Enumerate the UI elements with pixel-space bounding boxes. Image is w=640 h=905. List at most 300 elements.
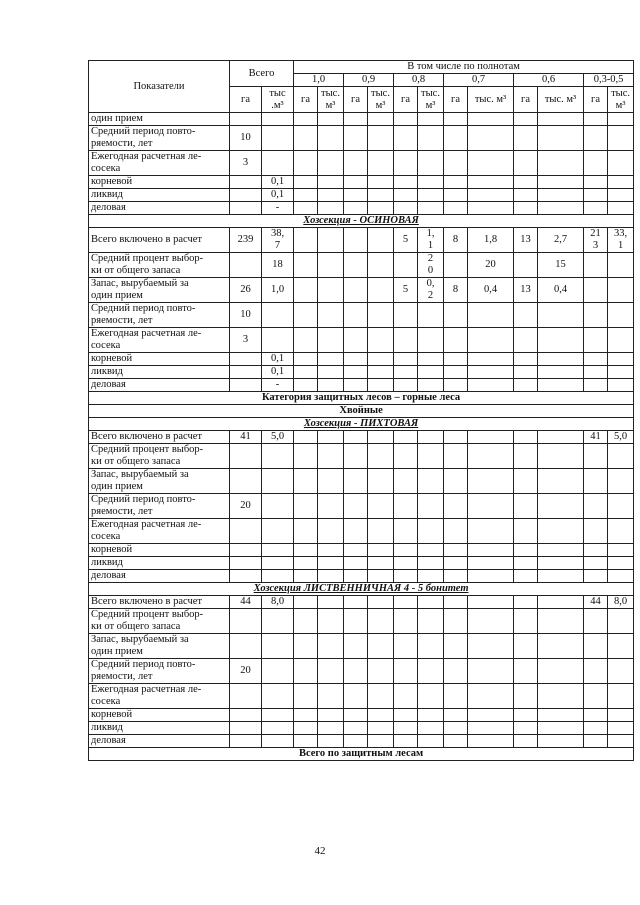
table-row [89,519,634,544]
table-cell [368,659,394,684]
row-label: Запас, вырубаемый за один прием [89,469,230,494]
table-cell [584,469,608,494]
table-cell [608,519,634,544]
table-cell [468,126,514,151]
table-cell [514,735,538,748]
row-label: ликвид [89,557,230,570]
row-label: Всего включено в расчет [89,431,230,444]
table-cell [538,469,584,494]
table-cell: 1,8 [468,228,514,253]
table-cell [294,722,318,735]
table-cell [538,519,584,544]
table-cell [608,444,634,469]
row-label: ликвид [89,189,230,202]
table-cell [468,366,514,379]
table-cell [344,519,368,544]
table-cell [318,544,344,557]
row-label: ликвид [89,366,230,379]
table-cell [584,278,608,303]
table-cell [294,328,318,353]
table-cell [344,709,368,722]
table-cell [318,722,344,735]
table-cell [294,189,318,202]
table-cell [608,544,634,557]
header-unit-ha: га [394,87,418,113]
table-cell [514,596,538,609]
table-cell [394,431,418,444]
table-cell [262,735,294,748]
table-cell [344,735,368,748]
table-cell [514,444,538,469]
table-cell [538,494,584,519]
table-cell [468,328,514,353]
table-cell [262,659,294,684]
table-cell: 41 [230,431,262,444]
section-row [89,215,634,228]
table-cell [538,151,584,176]
table-cell [230,469,262,494]
table-cell [344,366,368,379]
table-cell [394,722,418,735]
table-cell [294,253,318,278]
table-cell: 0,4 [468,278,514,303]
table-cell [394,735,418,748]
header-unit-ha: га [294,87,318,113]
table-cell [418,431,444,444]
row-label: деловая [89,202,230,215]
table-cell [608,189,634,202]
table-cell [368,570,394,583]
table-cell [444,544,468,557]
table-cell [368,684,394,709]
table-cell [230,366,262,379]
table-cell: 44 [584,596,608,609]
table-cell [584,570,608,583]
table-cell [230,519,262,544]
table-cell [538,189,584,202]
table-cell [608,634,634,659]
table-cell [318,278,344,303]
table-cell [294,126,318,151]
header-unit-volume: тыс .м³ [262,87,294,113]
table-cell [344,544,368,557]
table-cell [514,366,538,379]
table-cell [344,557,368,570]
table-cell [394,557,418,570]
table-cell [608,709,634,722]
table-cell [344,684,368,709]
table-row [89,444,634,469]
table-header [89,61,634,113]
table-cell [444,303,468,328]
table-cell [418,570,444,583]
section-row [89,405,634,418]
header-density: 0,8 [394,74,444,87]
table-cell [468,544,514,557]
table-cell [394,494,418,519]
table-cell [294,659,318,684]
section-title: Всего по защитным лесам [89,748,634,761]
header-unit-volume: тыс. м³ [368,87,394,113]
table-cell [344,609,368,634]
header-unit-ha: га [230,87,262,113]
table-row [89,659,634,684]
table-row [89,735,634,748]
table-cell [344,494,368,519]
table-cell: 0,4 [538,278,584,303]
table-cell [368,202,394,215]
table-cell [514,469,538,494]
table-cell [294,113,318,126]
table-cell [230,353,262,366]
table-cell [294,379,318,392]
row-label: Средний период повто- ряемости, лет [89,126,230,151]
table-row [89,609,634,634]
table-cell [584,113,608,126]
table-cell [394,596,418,609]
row-label: один прием [89,113,230,126]
table-cell [318,596,344,609]
table-cell [344,126,368,151]
row-label: корневой [89,709,230,722]
table-cell [318,353,344,366]
table-cell [514,684,538,709]
table-cell [584,176,608,189]
table-cell [444,609,468,634]
table-cell [514,659,538,684]
table-row [89,709,634,722]
table-cell [368,189,394,202]
row-label: корневой [89,544,230,557]
table-cell [608,328,634,353]
row-label: деловая [89,379,230,392]
row-label: ликвид [89,722,230,735]
table-cell [584,366,608,379]
table-cell [468,469,514,494]
table-cell [318,684,344,709]
table-cell: 8,0 [262,596,294,609]
section-title: Хозсекция ЛИСТВЕННИЧНАЯ 4 - 5 бонитет [89,583,634,596]
table-cell [262,113,294,126]
table-row [89,722,634,735]
table-cell: 8 [444,278,468,303]
table-cell [318,303,344,328]
table-cell [368,557,394,570]
table-cell [368,228,394,253]
table-cell [318,709,344,722]
table-cell [608,469,634,494]
table-cell [318,151,344,176]
table-cell [468,494,514,519]
table-cell [608,113,634,126]
table-cell [394,253,418,278]
table-cell [294,570,318,583]
table-cell [294,353,318,366]
table-row [89,570,634,583]
header-by-density: В том числе по полнотам [294,61,634,74]
table-cell: 8 [444,228,468,253]
row-label: Средний период повто- ряемости, лет [89,303,230,328]
table-cell: 5 [394,278,418,303]
table-cell [468,722,514,735]
table-cell [344,596,368,609]
table-cell [468,303,514,328]
table-cell [584,253,608,278]
table-cell [444,709,468,722]
section-title: Хозсекция - ОСИНОВАЯ [89,215,634,228]
table-cell [344,353,368,366]
table-cell [318,659,344,684]
table-cell [418,659,444,684]
table-cell [514,709,538,722]
table-cell [318,519,344,544]
table-cell [538,444,584,469]
table-cell [538,722,584,735]
section-row [89,583,634,596]
table-cell [514,202,538,215]
table-cell [262,126,294,151]
table-cell [368,151,394,176]
table-cell [538,113,584,126]
table-cell [418,202,444,215]
table-cell [444,735,468,748]
table-cell [514,609,538,634]
table-cell [262,634,294,659]
table-cell [584,519,608,544]
header-unit-volume: тыс. м³ [468,87,514,113]
table-cell [444,519,468,544]
table-cell [444,722,468,735]
table-cell: 20 [230,494,262,519]
table-cell [318,735,344,748]
header-unit-volume: тыс. м³ [318,87,344,113]
table-cell [262,544,294,557]
table-cell [318,634,344,659]
header-unit-ha: га [584,87,608,113]
table-row [89,113,634,126]
table-cell [394,328,418,353]
table-cell [294,609,318,634]
table-cell [318,176,344,189]
table-row [89,353,634,366]
table-cell [368,176,394,189]
table-cell: 2,7 [538,228,584,253]
table-cell [468,735,514,748]
table-cell [444,353,468,366]
table-cell [368,366,394,379]
table-cell [318,444,344,469]
table-cell [294,303,318,328]
table-cell [262,684,294,709]
table-cell [368,328,394,353]
table-cell [294,278,318,303]
table-cell [368,519,394,544]
row-label: Ежегодная расчетная ле- сосека [89,519,230,544]
table-cell [344,570,368,583]
table-cell [344,379,368,392]
table-cell [294,444,318,469]
table-cell [344,228,368,253]
table-cell [318,469,344,494]
table-cell [368,634,394,659]
table-cell [418,544,444,557]
table-cell [608,353,634,366]
table-cell: 1,0 [262,278,294,303]
table-cell [444,659,468,684]
table-row [89,494,634,519]
table-cell [584,189,608,202]
table-cell [318,431,344,444]
table-cell [294,431,318,444]
table-row [89,303,634,328]
table-cell [444,431,468,444]
table-cell [318,609,344,634]
table-cell [394,126,418,151]
table-cell [538,735,584,748]
table-cell [538,303,584,328]
header-indicators: Показатели [89,61,230,113]
header-unit-volume: тыс. м³ [418,87,444,113]
header-density: 0,6 [514,74,584,87]
table-cell [514,544,538,557]
table-cell [368,609,394,634]
table-cell [514,379,538,392]
row-label: Средний процент выбор- ки от общего запаса [89,609,230,634]
table-cell: 44 [230,596,262,609]
table-cell [584,735,608,748]
table-cell [444,113,468,126]
table-cell [318,202,344,215]
table-cell [584,494,608,519]
table-cell [538,634,584,659]
table-cell [608,494,634,519]
table-cell: 41 [584,431,608,444]
table-cell [318,366,344,379]
table-cell [394,684,418,709]
section-title: Хозсекция - ПИХТОВАЯ [89,418,634,431]
row-label: деловая [89,570,230,583]
table-cell [368,379,394,392]
table-cell [514,151,538,176]
table-cell [418,596,444,609]
table-cell [608,366,634,379]
table-cell [538,609,584,634]
table-cell [538,366,584,379]
header-density: 1,0 [294,74,344,87]
table-cell [514,570,538,583]
table-cell [394,202,418,215]
header-total: Всего [230,61,294,87]
table-cell [418,557,444,570]
table-cell [538,544,584,557]
table-row [89,253,634,278]
table-cell [538,431,584,444]
table-cell [418,684,444,709]
table-cell [514,722,538,735]
table-cell [418,379,444,392]
table-cell [318,570,344,583]
table-cell [262,328,294,353]
table-cell [294,469,318,494]
table-cell [538,379,584,392]
table-cell [344,634,368,659]
table-cell [262,519,294,544]
table-cell: 0, 2 [418,278,444,303]
table-cell [608,176,634,189]
table-cell [294,151,318,176]
table-row [89,228,634,253]
table-cell [538,328,584,353]
table-row [89,596,634,609]
table-cell [514,353,538,366]
table-cell [444,379,468,392]
table-cell [538,684,584,709]
table-cell: 1, 1 [418,228,444,253]
table-row [89,544,634,557]
table-cell [318,494,344,519]
table-cell [318,113,344,126]
section-title: Категория защитных лесов – горные леса [89,392,634,405]
table-cell [468,202,514,215]
table-cell: 5,0 [608,431,634,444]
table-cell [368,353,394,366]
table-cell [294,519,318,544]
table-cell [608,735,634,748]
table-cell [294,202,318,215]
table-cell [318,379,344,392]
table-cell [368,709,394,722]
table-cell [418,353,444,366]
table-cell: 20 [468,253,514,278]
table-cell [294,684,318,709]
row-label: Ежегодная расчетная ле- сосека [89,328,230,353]
table-cell [538,557,584,570]
table-cell [444,570,468,583]
table-cell [608,557,634,570]
table-cell [318,253,344,278]
table-cell [394,303,418,328]
row-label: Ежегодная расчетная ле- сосека [89,684,230,709]
row-label: Средний период повто- ряемости, лет [89,494,230,519]
table-cell [538,570,584,583]
table-cell: 5 [394,228,418,253]
header-unit-volume: тыс. м³ [608,87,634,113]
table-cell [394,469,418,494]
table-cell: 10 [230,303,262,328]
table-cell [262,444,294,469]
table-cell [608,609,634,634]
table-cell [514,176,538,189]
table-row [89,379,634,392]
forest-table [88,60,634,761]
table-cell [294,634,318,659]
table-cell [584,722,608,735]
table-cell [468,113,514,126]
table-cell [584,634,608,659]
table-cell [394,444,418,469]
table-cell [294,366,318,379]
table-cell: 33, 1 [608,228,634,253]
table-cell [468,609,514,634]
table-cell [230,735,262,748]
table-cell [262,709,294,722]
table-cell [368,596,394,609]
table-cell [444,151,468,176]
table-row [89,634,634,659]
table-cell [584,659,608,684]
table-cell [418,176,444,189]
table-cell: 3 [230,328,262,353]
